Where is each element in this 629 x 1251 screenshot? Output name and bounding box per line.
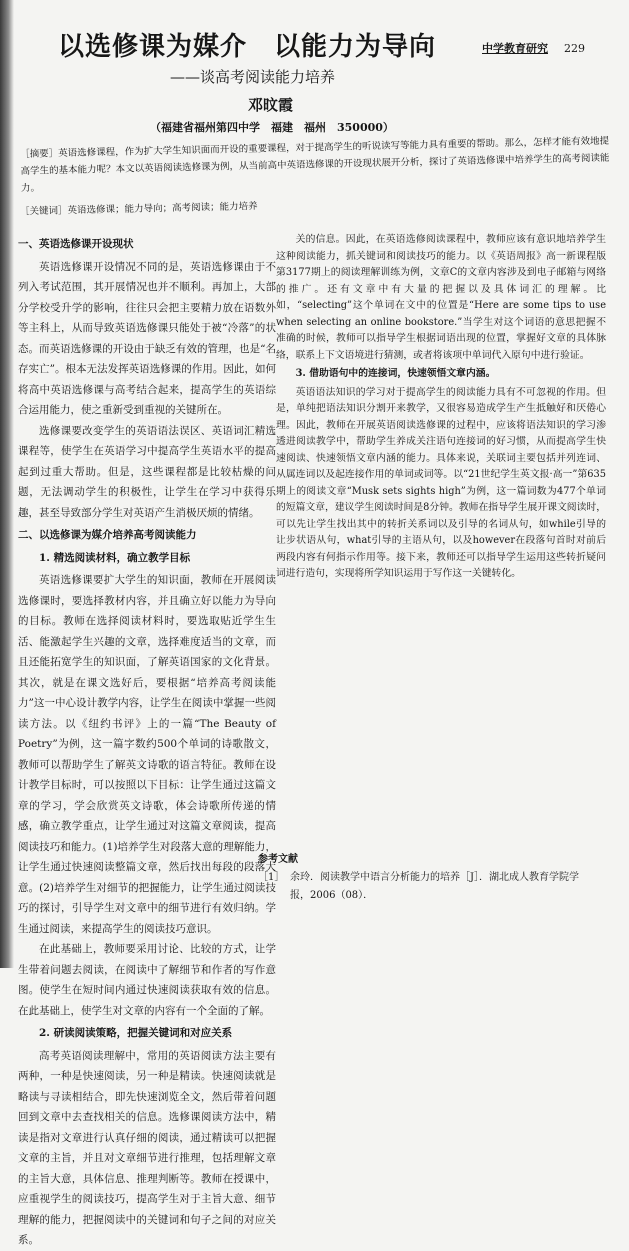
journal-name: 中学教育研究 <box>482 42 548 55</box>
keywords: ［关键词］英语选修课；能力导向；高考阅读；能力培养 <box>19 200 258 218</box>
abstract: ［摘要］英语选修课程，作为扩大学生知识面而开设的重要课程，对于提高学生的听说读写等能力具有重要的帮助。那么，怎样才能有效地提高学生的基本能力呢？本文以英语阅读选修课为例，从当前高中英语选修课的开设现状展开分析，探讨了英语选修课中培养学生的高考阅读能力。 <box>20 135 610 194</box>
reference-number: ［1］ <box>258 872 285 883</box>
article-title: 以选修课为媒介 以能力为导向 <box>58 32 437 62</box>
body-paragraph: 英语语法知识的学习对于提高学生的阅读能力具有不可忽视的作用。但是，单纯把语法知识分割开来教学，又很容易造成学生产生抵触好和厌倦心理。因此，教师在开展英语阅读选修课的过程中，应该将语法知识的学习渗透进阅读教学中，帮助学生养成关注语句连接词的好习惯，从而提高学生快速阅读、快速领悟文章内涵的能力。具体来说，关联词主要包括并列连词、从属连词以及起连接作用的单词或词等。以“21世纪学生英文报·高一”第635期上的阅读文章“Musk sets sights high”为例，这一篇词数为477个单词的短篇文章，建议学生阅读时间是8分钟。教师在指导学生展开课文阅读时，可以先让学生找出其中的转折关系词以及引导的名词从句，如while引导的让步状语从句，what引导的主语从句，以及however在段落句首时对前后两段内容有何指示作用等。接下来，教师还可以指导学生运用这些转折疑问词进行造句，实现将所学知识运用于写作这一关键转化。 <box>276 386 606 579</box>
section-heading: 一、英语选修课开设现状 <box>18 238 134 250</box>
body-paragraph: 关的信息。因此，在英语选修阅读课程中，教师应该有意识地培养学生这种阅读能力，抓关键词和阅读技巧的能力。以《英语周报》高一新课程版第3177期上的阅读理解训练为例，文章C的文章内容涉及到电子邮箱与网络的推广。还有文章中有大量的把握以及具体词汇的理解。比如，“selecting”这个单词在文中的位置是“Here are some tips to use when selecting an online bookstore.”当学生对这个词语的意思把握不准确的时候，教师可以指导学生根据词语出现的位置，掌握好文章的具体脉络，联系上下文语境进行猜测，或者将该项中单词代入原句中进行验证。 <box>276 234 606 361</box>
article-subtitle: ——谈高考阅读能力培养 <box>170 68 336 86</box>
references <box>258 850 588 905</box>
left-column <box>18 232 276 1246</box>
body-paragraph: 在此基础上，教师要采用讨论、比较的方式，让学生带着问题去阅读，在阅读中了解细节和作者的写作意图。使学生在短时间内通过快速阅读获取有效的信息。在此基础上，使学生对文章的内容有一个全面的了解。 <box>18 943 276 1017</box>
body-paragraph: 选修课要改变学生的英语语法误区、英语词汇精选课程等，使学生在英语学习中提高学生英语水平的提高起到过重大帮助。但是，这些课程都是比较枯燥的问题，无法调动学生的积极性，让学生在学习中获得乐趣，甚至导致部分学生对英语产生消极厌烦的情绪。 <box>18 424 276 519</box>
right-column <box>276 232 606 632</box>
body-paragraph: 英语选修课开设情况不同的是，英语选修课由于不列入考试范围，其开展情况也并不顺利。再加上，大部分学校受升学的影响，往往只会把主要精力放在语数外等主科上，从而导致英语选修课只能处于被“冷落”的状态。而英语选修课的开设由于缺乏有效的管理，也是“名存实亡”。根本无法发挥英语选修课的作用。因此，如何将高中英语选修课与高考结合起来，提高学生的英语综合运用能力，使之重新受到重视的关键所在。 <box>18 260 276 416</box>
subsection-heading: 3. 借助语句中的连接词，快速领悟文章内涵。 <box>295 368 496 379</box>
references-heading: 参考文献 <box>258 854 298 865</box>
author-affiliation: （福建省福州第四中学 福建 福州 350000） <box>150 121 394 134</box>
body-paragraph: 高考英语阅读理解中，常用的英语阅读方法主要有两种，一种是快速阅读，另一种是精读。快速阅读就是略读与寻读相结合，即先快速浏览全文，然后带着问题回到文章中去查找相关的信息。选修课阅读方法中，精读是指对文章进行认真仔细的阅读，通过精读可以把握文章的主旨，并且对文章细节进行推理，包括理解文章的主旨大意，具体信息、推理判断等。教师在授课中，应重视学生的阅读技巧，提高学生对于主旨大意、细节理解的能力，把握阅读中的关键词和句子之间的对应关系。 <box>18 1049 276 1246</box>
page-binding-shadow <box>0 0 14 968</box>
subsection-heading: 2. 研读阅读策略，把握关键词和对应关系 <box>39 1027 233 1039</box>
reference-text: 余玲．阅读教学中语言分析能力的培养［J］．湖北成人教育学院学报，2006（08）． <box>290 872 580 901</box>
section-heading: 二、以选修课为媒介培养高考阅读能力 <box>18 529 197 541</box>
reference-item <box>258 869 588 905</box>
body-paragraph: 英语选修课要扩大学生的知识面，教师在开展阅读选修课时，要选择教材内容，并且确立好以能力为导向的目标。教师在选择阅读材料时，要选取贴近学生生活、能激起学生兴趣的文章，选择难度适当的文章，而且还能拓宽学生的知识面，了解英语国家的文化背景。其次，就是在课文选好后，要根据“培养高考阅读能力”这一中心设计教学内容，让学生在阅读中掌握一些阅读方法。以《纽约书评》上的一篇“The Beauty of Poetry”为例，这一篇字数约500个单词的诗歌散文，教师可以帮助学生了解英文诗歌的语言特征。教师在设计教学目标时，可以按照以下目标：让学生通过这篇文章的学习，学会欣赏英文诗歌，体会诗歌所传递的情感，确立教学重点，让学生通过对这篇文章阅读，提高阅读技巧和能力。(1)培养学生对段落大意的理解能力，让学生通过快速阅读整篇文章，然后找出每段的段落大意。(2)培养学生对细节的把握能力，让学生通过阅读技巧的探讨，引导学生对文章中的细节进行有效归纳。学生通过阅读，来提高学生的阅读技巧意识。 <box>18 574 276 935</box>
page-number: 229 <box>564 42 585 55</box>
subsection-heading: 1. 精选阅读材料，确立教学目标 <box>39 551 191 564</box>
author-name: 邓旼霞 <box>248 96 294 114</box>
